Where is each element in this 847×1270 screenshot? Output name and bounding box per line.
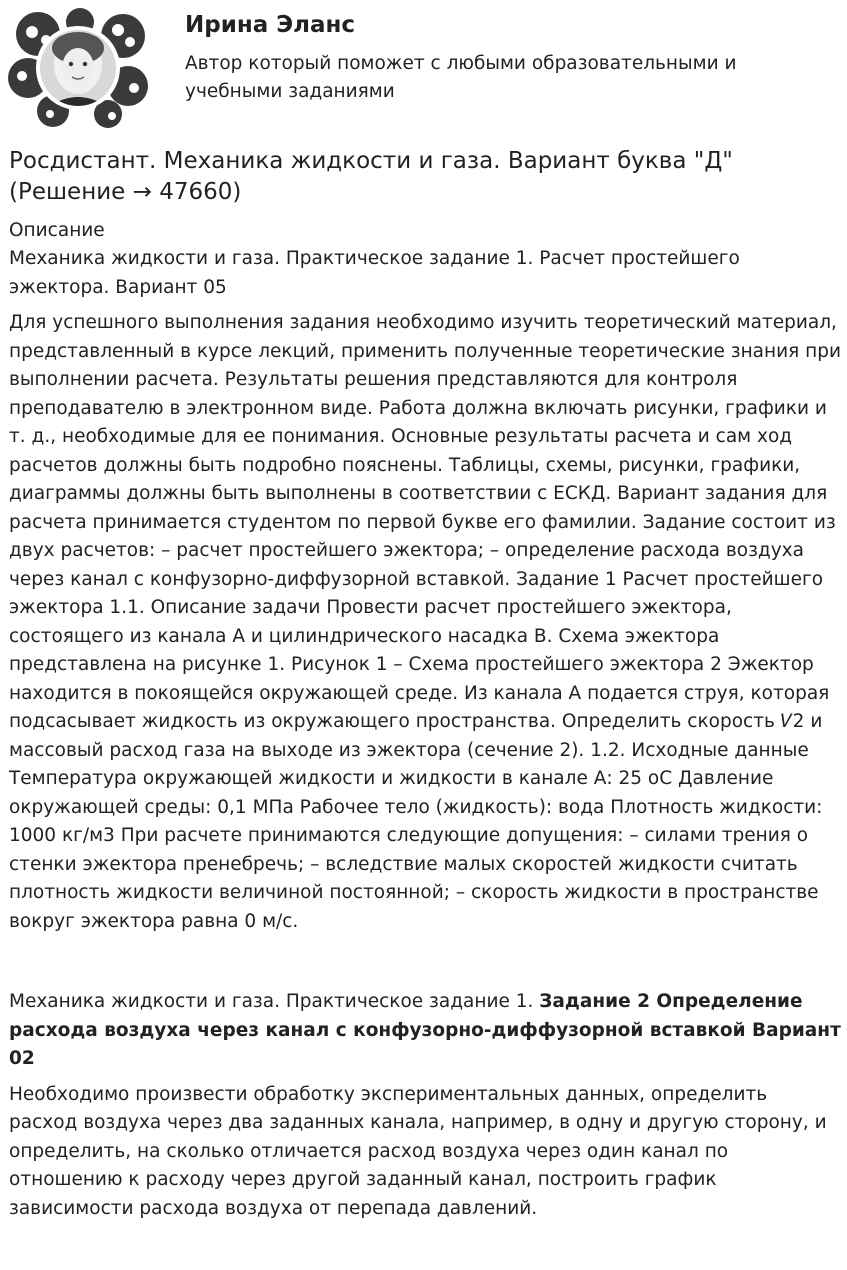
intro-paragraph: Механика жидкости и газа. Практическое задание 1. Расчет простейшего эжектора. Вариант 05 [9, 248, 740, 298]
final-paragraph: Необходимо произвести обработку экспериментальных данных, определить расход воздуха через два заданных канала, например, в одну и другую сторону, и определить, на сколько отличается расход воздуха через один канал по отношению к расходу через другой заданный канал, построить график зависимости расхода воздуха от перепада давлений. [9, 1083, 827, 1219]
author-header [0, 0, 847, 140]
page-title: Росдистант. Механика жидкости и газа. Вариант буква "Д" (Решение → 47660) [9, 148, 733, 205]
main-paragraph: Для успешного выполнения задания необходимо изучить теоретический материал, представленный в курсе лекций, применить полученные теоретические знания при выполнении расчета. Результаты решения представляются для контроля преподавателю в электронном виде. Работа должна включать рисунки, графики и т. д., необходимые для ее понимания. Основные результаты расчета и сам ход расчетов должны быть подробно пояснены. Таблицы, схемы, рисунки, графики, диаграммы должны быть выполнены в соответствии с ЕСКД. Вариант задания для расчета принимается студентом по первой букве его фамилии. Задание состоит из двух расчетов: – расчет простейшего эжектора; – определение расхода воздуха через канал с конфузорно-диффузорной вставкой. Задание 1 Расчет простейшего эжектора 1.1. Описание задачи Провести расчет простейшего эжектора, состоящего из канала А и цилиндрического насадка В. Схема эжектора представлена на рисунке 1. Рисунок 1 – Схема простейшего эжектора 2 Эжектор находится в покоящейся окружающей среде. Из канала А подается струя, которая подсасывает жидкость из окружающего пространства. Определить скорость 𝑉2 и массовый расход газа на выходе из эжектора (сечение 2). 1.2. Исходные данные Температура окружающей жидкости и жидкости в канале А: 25 оС Давление окружающей среды: 0,1 МПа Рабочее тело (жидкость): вода Плотность жидкости: 1000 кг/м3 При расчете принимаются следующие допущения: – силами трения о стенки эжектора пренебречь; – вследствие малых скоростей жидкости считать плотность жидкости величиной постоянной; – скорость жидкости в пространстве вокруг эжектора равна 0 м/с. [9, 312, 842, 932]
description-label: Описание [9, 220, 105, 241]
author-description: Автор который поможет с любыми образовательными и учебными заданиями [185, 53, 737, 102]
task2-paragraph [9, 988, 841, 1074]
author-avatar [8, 6, 150, 128]
document-content [9, 146, 841, 1223]
task2-prefix: Механика жидкости и газа. Практическое задание 1. [9, 991, 540, 1012]
author-name: Ирина Эланс [185, 12, 356, 38]
task2-heading: Задание 2 Определение расхода воздуха через канал с конфузорно-диффузорной вставкой Вариант 02 [9, 991, 841, 1069]
